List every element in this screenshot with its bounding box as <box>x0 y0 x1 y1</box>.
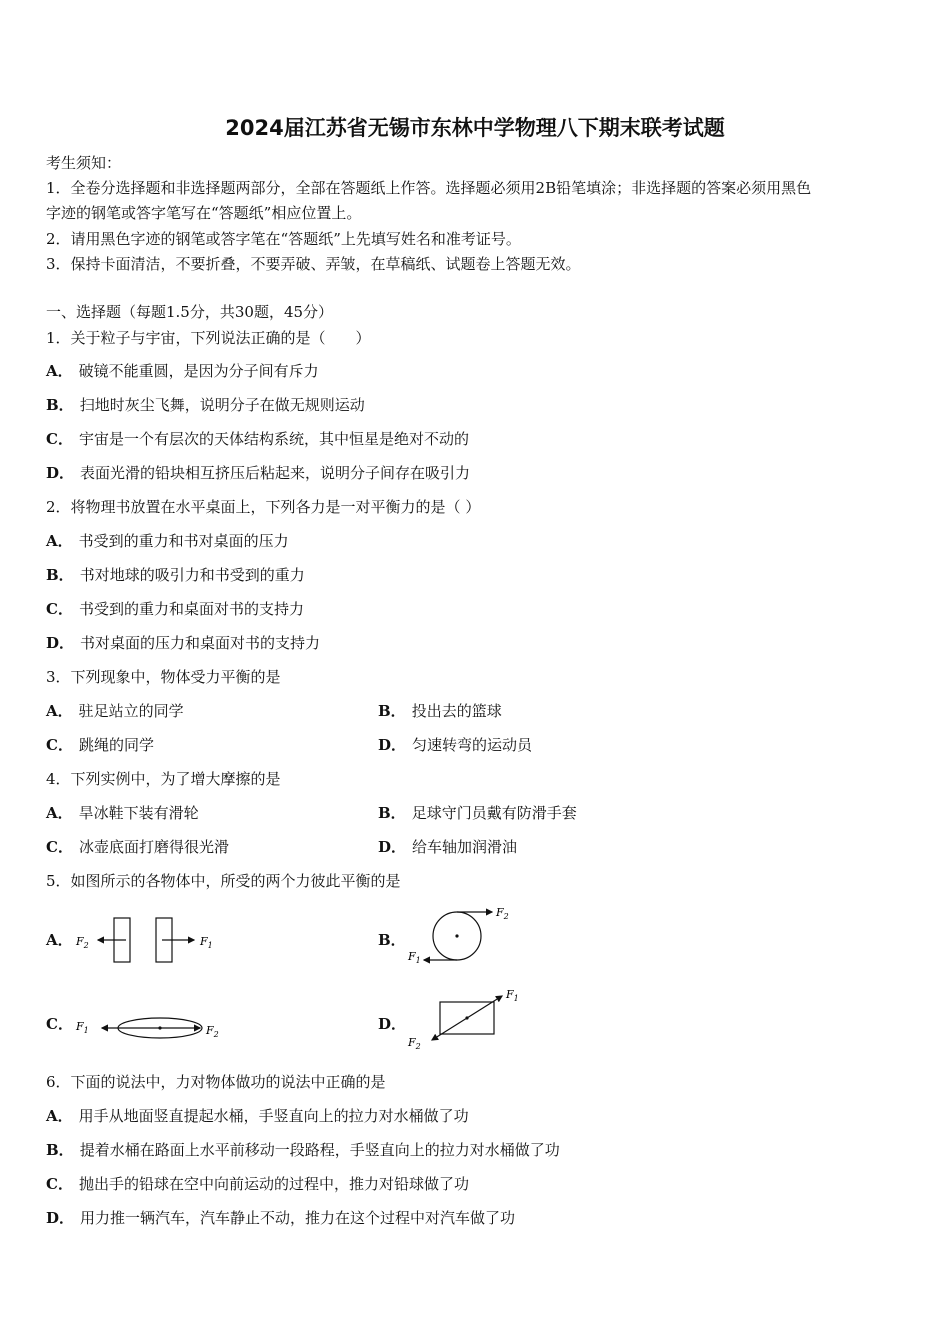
question-stem: 2．将物理书放置在水平桌面上，下列各力是一对平衡力的是（ ） <box>46 498 481 516</box>
option-label: A． <box>46 362 73 380</box>
option-text: 给车轴加润滑油 <box>412 838 518 856</box>
option-text: 提着水桶在路面上水平前移动一段路程，手竖直向上的拉力对水桶做了功 <box>79 1141 560 1159</box>
option-c <box>46 1174 469 1194</box>
option-text: 宇宙是一个有层次的天体结构系统，其中恒星是绝对不动的 <box>78 430 469 448</box>
force-label-f2: $F_2$ <box>408 1036 421 1051</box>
question-stem: 5．如图所示的各物体中，所受的两个力彼此平衡的是 <box>46 872 401 890</box>
option-label: D． <box>46 1209 75 1227</box>
option-label: D． <box>378 1015 407 1033</box>
notice-line: 3．保持卡面清洁，不要折叠，不要弄破、弄皱，在草稿纸、试题卷上答题无效。 <box>46 255 581 273</box>
option-text: 用力推一辆汽车，汽车静止不动，推力在这个过程中对汽车做了功 <box>80 1209 516 1227</box>
option-label: B． <box>378 804 406 822</box>
option-c <box>46 429 469 449</box>
option-label: B． <box>378 931 406 949</box>
option-label: C． <box>46 1175 73 1193</box>
option-text: 冰壶底面打磨得很光滑 <box>78 838 229 856</box>
option-text: 投出去的篮球 <box>411 702 502 720</box>
option-text: 用手从地面竖直提起水桶，手竖直向上的拉力对水桶做了功 <box>78 1107 469 1125</box>
option-text: 书对桌面的压力和桌面对书的支持力 <box>80 634 321 652</box>
option-label: A． <box>46 532 73 550</box>
option-d <box>46 463 470 483</box>
figure-c <box>72 1008 232 1052</box>
option-c <box>46 599 304 619</box>
notice-line: 字迹的钢笔或答字笔写在“答题纸”相应位置上。 <box>46 204 362 222</box>
force-label-f1: $F_1$ <box>506 988 519 1003</box>
option-a <box>46 803 199 823</box>
question-stem: 4．下列实例中，为了增大摩擦的是 <box>46 770 281 788</box>
option-label: D． <box>46 634 75 652</box>
notice-heading: 考生须知： <box>46 154 122 172</box>
option-label: C． <box>46 1015 73 1033</box>
option-d <box>46 633 320 653</box>
option-label: C． <box>46 736 73 754</box>
question-stem: 1．关于粒子与宇宙，下列说法正确的是（ ） <box>46 329 371 347</box>
option-label: A． <box>46 702 73 720</box>
option-text: 书对地球的吸引力和书受到的重力 <box>79 566 305 584</box>
option-c <box>46 837 229 857</box>
force-label-f2: $F_2$ <box>76 935 89 950</box>
question-stem: 6．下面的说法中，力对物体做功的说法中正确的是 <box>46 1073 386 1091</box>
question-stem: 3．下列现象中，物体受力平衡的是 <box>46 668 281 686</box>
option-b <box>46 565 305 585</box>
option-label: D． <box>46 464 75 482</box>
option-text: 跳绳的同学 <box>78 736 154 754</box>
notice-line: 2．请用黑色字迹的钢笔或答字笔在“答题纸”上先填写姓名和准考证号。 <box>46 230 521 248</box>
option-a <box>46 361 319 381</box>
option-label: C． <box>46 430 73 448</box>
option-d <box>46 1208 515 1228</box>
option-text: 旱冰鞋下装有滑轮 <box>78 804 199 822</box>
option-label: C． <box>46 838 73 856</box>
option-label: A． <box>46 1107 73 1125</box>
figure-d <box>400 984 530 1054</box>
notice-line: 1．全卷分选择题和非选择题两部分，全部在答题纸上作答。选择题必须用2B铅笔填涂；非选择题的答案必须用黑色 <box>46 179 812 197</box>
force-label-f2: $F_2$ <box>496 906 509 921</box>
option-text: 抛出手的铅球在空中向前运动的过程中，推力对铅球做了功 <box>78 1175 469 1193</box>
option-text: 足球守门员戴有防滑手套 <box>411 804 577 822</box>
option-d <box>378 735 532 755</box>
force-label-f1: $F_1$ <box>76 1020 89 1035</box>
option-text: 书受到的重力和书对桌面的压力 <box>78 532 289 550</box>
option-a <box>46 531 289 551</box>
force-label-f1: $F_1$ <box>200 935 213 950</box>
option-b <box>46 395 365 415</box>
option-a <box>46 1106 469 1126</box>
option-label: D． <box>378 736 407 754</box>
exam-title: 2024届江苏省无锡市东林中学物理八下期末联考试题 <box>225 116 725 140</box>
option-b <box>378 803 577 823</box>
option-label: B． <box>46 566 74 584</box>
option-d <box>378 837 517 857</box>
option-c <box>46 735 154 755</box>
option-text: 破镜不能重圆，是因为分子间有斥力 <box>78 362 319 380</box>
option-label: A． <box>46 804 73 822</box>
option-label: B． <box>46 396 74 414</box>
section-heading: 一、选择题（每题1.5分，共30题，45分） <box>46 303 334 321</box>
option-text: 匀速转弯的运动员 <box>412 736 533 754</box>
option-label: D． <box>378 838 407 856</box>
option-label: B． <box>378 702 406 720</box>
option-b <box>378 701 502 721</box>
option-text: 书受到的重力和桌面对书的支持力 <box>78 600 304 618</box>
force-label-f2: $F_2$ <box>206 1024 219 1039</box>
force-label-f1: $F_1$ <box>408 950 421 965</box>
option-text: 驻足站立的同学 <box>78 702 184 720</box>
option-text: 扫地时灰尘飞舞，说明分子在做无规则运动 <box>79 396 365 414</box>
option-label: A． <box>46 931 73 949</box>
option-label: C． <box>46 600 73 618</box>
option-text: 表面光滑的铅块相互挤压后粘起来，说明分子间存在吸引力 <box>80 464 471 482</box>
option-a <box>46 701 184 721</box>
figure-b <box>400 900 530 972</box>
figure-a <box>72 910 222 970</box>
option-b <box>46 1140 560 1160</box>
option-label: B． <box>46 1141 74 1159</box>
